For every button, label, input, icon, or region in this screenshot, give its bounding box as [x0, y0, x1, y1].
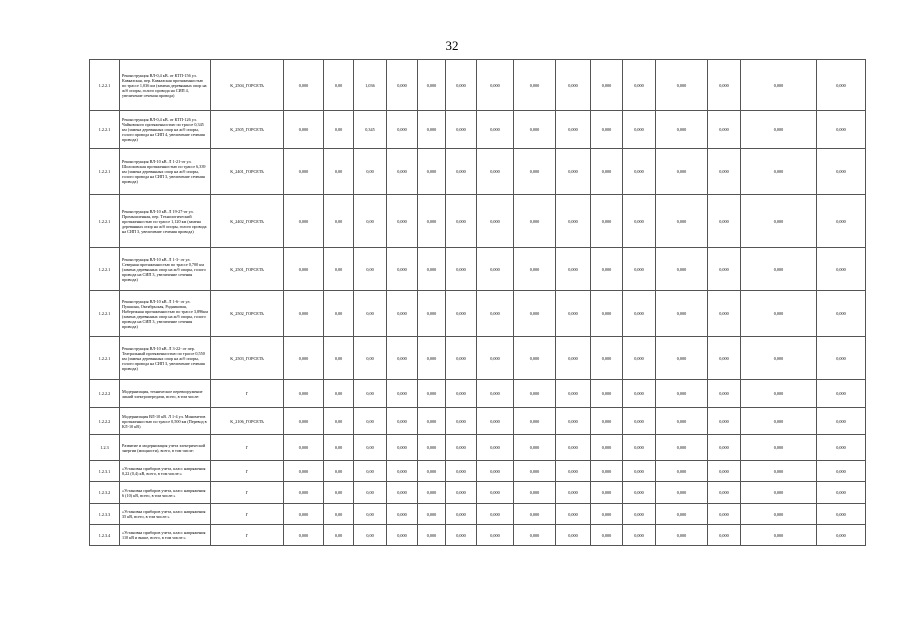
row-value-cell: 0,000: [477, 435, 514, 461]
row-value-cell: 0,000: [514, 60, 556, 111]
row-value-cell: 0,000: [741, 248, 817, 291]
row-value-cell: 0,000: [556, 248, 591, 291]
row-value-cell: 0,000: [446, 525, 477, 546]
row-value-cell: 0,000: [656, 380, 708, 408]
row-value-cell: 0,000: [477, 504, 514, 525]
row-value-cell: 0,000: [418, 504, 446, 525]
row-number-cell: 1.2.2.1: [90, 291, 120, 337]
row-value-cell: 0,000: [591, 482, 623, 504]
row-value-cell: 0,000: [708, 408, 741, 435]
row-number-cell: 1.2.3.2: [90, 482, 120, 504]
row-value-cell: 0,00: [324, 111, 354, 149]
row-value-cell: 0,000: [514, 482, 556, 504]
row-value-cell: 0,000: [708, 195, 741, 248]
row-code-cell: K_2501_ГОРСЕТЬ: [211, 248, 284, 291]
row-value-cell: 0,000: [556, 149, 591, 195]
row-value-cell: 0,000: [708, 111, 741, 149]
row-description-cell: Реконструкция ВЛ-10 кВ. Л 1-6- от ул. Пушкина, Октябрьская, Родниковая, Набережная протяженностью по трассе 3,896км (замена деревянных опор на ж/б опоры, голого провода на СИП 3, увеличение сечения провода): [120, 291, 211, 337]
row-value-cell: 0,000: [446, 195, 477, 248]
row-value-cell: 0,000: [656, 111, 708, 149]
row-value-cell: 0,000: [446, 504, 477, 525]
row-value-cell: 0,000: [708, 60, 741, 111]
row-description-cell: Реконструкция ВЛ-10 кВ. Л 1-3- от ул. Северная протяженностью по трассе 0,700 км (замена деревянных опор на ж/б опоры, голого провода на СИП 3, увеличение сечения провода): [120, 248, 211, 291]
row-value-cell: 0,000: [514, 435, 556, 461]
row-value-cell: 0,00: [324, 291, 354, 337]
row-value-cell: 0,000: [446, 461, 477, 482]
row-value-cell: 0,00: [354, 482, 387, 504]
row-value-cell: 0,000: [817, 504, 866, 525]
row-value-cell: 0,00: [324, 504, 354, 525]
row-value-cell: 0,000: [591, 149, 623, 195]
row-description-cell: «Установка приборов учета, класс напряжения 6 (10) кВ, всего, в том числе:»: [120, 482, 211, 504]
row-value-cell: 0,000: [477, 408, 514, 435]
row-value-cell: 0,00: [354, 408, 387, 435]
row-description-cell: «Установка приборов учета, класс напряжения 35 кВ, всего, в том числе:»: [120, 504, 211, 525]
row-value-cell: 0,00: [324, 408, 354, 435]
row-value-cell: 0,000: [446, 111, 477, 149]
row-value-cell: 0,000: [446, 408, 477, 435]
row-value-cell: 0,000: [514, 380, 556, 408]
row-number-cell: 1.2.3: [90, 435, 120, 461]
row-value-cell: 0,000: [284, 461, 324, 482]
row-value-cell: 0,000: [817, 337, 866, 380]
row-description-cell: Модернизация, техническое перевооружение линий электропередачи, всего, в том числе:: [120, 380, 211, 408]
row-value-cell: 0,000: [591, 504, 623, 525]
table-row: [90, 504, 866, 525]
row-value-cell: 0,000: [656, 408, 708, 435]
row-description-cell: «Установка приборов учета, класс напряжения 110 кВ и выше, всего, в том числе:»: [120, 525, 211, 546]
row-value-cell: 0,000: [514, 461, 556, 482]
row-value-cell: 0,000: [446, 337, 477, 380]
row-value-cell: 0,000: [284, 337, 324, 380]
row-value-cell: 0,000: [741, 435, 817, 461]
row-value-cell: 0,000: [591, 461, 623, 482]
row-value-cell: 0,000: [418, 195, 446, 248]
row-value-cell: 0,000: [284, 504, 324, 525]
row-value-cell: 0,000: [708, 461, 741, 482]
row-value-cell: 0,000: [387, 504, 418, 525]
row-number-cell: 1.2.3.4: [90, 525, 120, 546]
row-value-cell: 0,00: [324, 380, 354, 408]
row-value-cell: 0,000: [708, 380, 741, 408]
row-number-cell: 1.2.2.1: [90, 337, 120, 380]
row-number-cell: 1.2.2.1: [90, 111, 120, 149]
row-value-cell: 0,000: [556, 482, 591, 504]
row-value-cell: 0,000: [284, 435, 324, 461]
row-value-cell: 0,000: [284, 482, 324, 504]
table-row: [90, 60, 866, 111]
row-value-cell: 0,000: [556, 408, 591, 435]
row-value-cell: 0,000: [477, 60, 514, 111]
row-code-cell: Г: [211, 482, 284, 504]
row-value-cell: 0,00: [354, 435, 387, 461]
row-value-cell: 0,000: [477, 111, 514, 149]
row-value-cell: 0,000: [656, 461, 708, 482]
row-value-cell: 0,000: [284, 111, 324, 149]
row-value-cell: 0,000: [623, 291, 656, 337]
row-code-cell: Г: [211, 461, 284, 482]
row-value-cell: 0,000: [418, 60, 446, 111]
row-value-cell: 0,000: [477, 482, 514, 504]
row-value-cell: 0,000: [623, 504, 656, 525]
row-value-cell: 0,000: [477, 525, 514, 546]
row-value-cell: 0,000: [708, 482, 741, 504]
row-value-cell: 0,000: [623, 408, 656, 435]
row-value-cell: 0,000: [623, 248, 656, 291]
row-value-cell: 0,000: [418, 248, 446, 291]
row-value-cell: 0,000: [708, 435, 741, 461]
row-value-cell: 0,00: [324, 482, 354, 504]
row-value-cell: 0,000: [623, 195, 656, 248]
row-number-cell: 1.2.3.1: [90, 461, 120, 482]
row-value-cell: 0,000: [591, 195, 623, 248]
row-value-cell: 0,000: [708, 525, 741, 546]
table-row: [90, 111, 866, 149]
row-value-cell: 0,00: [354, 149, 387, 195]
row-value-cell: 0,000: [817, 380, 866, 408]
row-value-cell: 0,000: [514, 525, 556, 546]
row-value-cell: 0,000: [556, 504, 591, 525]
row-value-cell: 0,000: [591, 248, 623, 291]
row-value-cell: 0,000: [817, 111, 866, 149]
row-value-cell: 0,000: [741, 195, 817, 248]
row-code-cell: Г: [211, 380, 284, 408]
row-value-cell: 0,000: [514, 408, 556, 435]
row-value-cell: 0,000: [623, 111, 656, 149]
row-value-cell: 0,000: [514, 111, 556, 149]
row-value-cell: 0,000: [556, 195, 591, 248]
row-value-cell: 0,000: [556, 111, 591, 149]
row-code-cell: K_2503_ГОРСЕТЬ: [211, 337, 284, 380]
row-code-cell: K_2502_ГОРСЕТЬ: [211, 291, 284, 337]
table-row: [90, 408, 866, 435]
row-value-cell: 0,000: [446, 482, 477, 504]
row-value-cell: 0,000: [387, 195, 418, 248]
row-number-cell: 1.2.2.1: [90, 248, 120, 291]
row-code-cell: K_2402_ГОРСЕТЬ: [211, 195, 284, 248]
row-value-cell: 0,000: [591, 435, 623, 461]
row-value-cell: 0,00: [354, 525, 387, 546]
row-value-cell: 0,000: [387, 111, 418, 149]
row-value-cell: 0,000: [656, 337, 708, 380]
row-number-cell: 1.2.2.2: [90, 408, 120, 435]
row-value-cell: 0,000: [446, 60, 477, 111]
row-description-cell: Реконструкция ВЛ-10 кВ. Л 3-22- от пер. Театральный протяженностью по трассе 0,550 км (замена деревянных опор на ж/б опоры, голого провода на СИП 3, увеличение сечения провода): [120, 337, 211, 380]
row-code-cell: Г: [211, 435, 284, 461]
row-value-cell: 0,00: [324, 337, 354, 380]
row-value-cell: 0,00: [324, 248, 354, 291]
table-row: [90, 149, 866, 195]
row-value-cell: 0,000: [556, 461, 591, 482]
row-value-cell: 0,000: [817, 60, 866, 111]
row-value-cell: 0,000: [817, 291, 866, 337]
row-value-cell: 0,000: [817, 435, 866, 461]
row-value-cell: 0,000: [741, 337, 817, 380]
row-description-cell: «Установка приборов учета, класс напряжения 0,22 (0,4) кВ, всего, в том числе:»: [120, 461, 211, 482]
row-value-cell: 0,000: [477, 248, 514, 291]
row-number-cell: 1.2.3.3: [90, 504, 120, 525]
row-value-cell: 0,000: [418, 380, 446, 408]
row-value-cell: 0,000: [623, 461, 656, 482]
table-row: [90, 461, 866, 482]
row-value-cell: 0,000: [446, 380, 477, 408]
row-value-cell: 0,000: [741, 408, 817, 435]
row-value-cell: 0,00: [324, 435, 354, 461]
row-value-cell: 0,000: [387, 461, 418, 482]
table-row: [90, 195, 866, 248]
row-description-cell: Реконструкция ВЛ-0,4 кВ. от КТП-156 ул. Кавказская, пер. Кавказская протяженностью по трассе 1,036 км (замена деревянных опор на ж/б опоры, голого провода на СИП 4, увеличение сечения провода): [120, 60, 211, 111]
row-description-cell: Реконструкция ВЛ-0,4 кВ. от КТП-126 ул. Чайковского протяженностью по трассе 0,345 км (замена деревянных опор на ж/б опоры, голого провода на СИП 4, увеличение сечения провода): [120, 111, 211, 149]
row-value-cell: 0,000: [591, 380, 623, 408]
row-value-cell: 0,000: [591, 337, 623, 380]
row-value-cell: 0,000: [284, 380, 324, 408]
row-description-cell: Развитие и модернизация учета электрической энергии (мощности), всего, в том числе:: [120, 435, 211, 461]
row-value-cell: 0,000: [284, 60, 324, 111]
row-value-cell: 0,00: [354, 337, 387, 380]
row-value-cell: 0,000: [514, 337, 556, 380]
investment-table: [89, 59, 866, 546]
row-value-cell: 0,000: [623, 337, 656, 380]
row-value-cell: 0,000: [656, 482, 708, 504]
row-value-cell: 0,000: [418, 408, 446, 435]
row-value-cell: 0,000: [418, 111, 446, 149]
row-value-cell: 0,000: [741, 149, 817, 195]
row-value-cell: 0,000: [446, 291, 477, 337]
row-value-cell: 0,000: [418, 525, 446, 546]
row-value-cell: 0,000: [387, 380, 418, 408]
row-value-cell: 0,000: [418, 337, 446, 380]
row-value-cell: 0,000: [817, 525, 866, 546]
row-value-cell: 0,000: [446, 248, 477, 291]
table-row: [90, 435, 866, 461]
row-value-cell: 0,000: [656, 435, 708, 461]
row-value-cell: 0,000: [514, 149, 556, 195]
row-value-cell: 0,000: [817, 195, 866, 248]
row-value-cell: 0,000: [477, 461, 514, 482]
row-value-cell: 0,000: [387, 337, 418, 380]
row-value-cell: 0,000: [418, 291, 446, 337]
row-number-cell: 1.2.2.2: [90, 380, 120, 408]
row-description-cell: Реконструкция ВЛ-10 кВ. Л 19-27-от ул. Промышленная, пер. Технологический протяженностью по трассе 1,120 км (замена деревянных опор на ж/б опоры, голого провода на СИП 3, увеличение сечения провода): [120, 195, 211, 248]
row-value-cell: 0,000: [284, 248, 324, 291]
table-row: [90, 291, 866, 337]
row-value-cell: 0,000: [387, 149, 418, 195]
row-value-cell: 0,00: [324, 60, 354, 111]
row-value-cell: 0,000: [623, 482, 656, 504]
row-value-cell: 0,000: [418, 435, 446, 461]
row-value-cell: 0,000: [591, 408, 623, 435]
table-row: [90, 380, 866, 408]
row-value-cell: 0,000: [387, 408, 418, 435]
row-value-cell: 0,000: [591, 291, 623, 337]
row-value-cell: 0,00: [324, 525, 354, 546]
row-value-cell: 0,000: [387, 435, 418, 461]
row-value-cell: 0,000: [284, 408, 324, 435]
row-value-cell: 0,00: [324, 195, 354, 248]
row-number-cell: 1.2.2.1: [90, 195, 120, 248]
table-row: [90, 248, 866, 291]
row-value-cell: 0,000: [387, 60, 418, 111]
row-value-cell: 0,000: [656, 195, 708, 248]
row-value-cell: 0,000: [556, 60, 591, 111]
row-value-cell: 0,000: [477, 149, 514, 195]
row-value-cell: 0,00: [354, 461, 387, 482]
row-value-cell: 0,00: [354, 291, 387, 337]
row-value-cell: 0,000: [708, 248, 741, 291]
row-value-cell: 0,000: [623, 435, 656, 461]
row-value-cell: 0,000: [591, 525, 623, 546]
row-value-cell: 0,000: [623, 380, 656, 408]
row-code-cell: Г: [211, 504, 284, 525]
row-code-cell: Г: [211, 525, 284, 546]
row-value-cell: 0,000: [387, 482, 418, 504]
row-value-cell: 0,000: [284, 195, 324, 248]
page-number: 32: [445, 38, 459, 53]
row-value-cell: 0,000: [708, 291, 741, 337]
row-value-cell: 0,000: [741, 380, 817, 408]
row-value-cell: 0,000: [656, 149, 708, 195]
row-value-cell: 0,000: [741, 504, 817, 525]
row-value-cell: 0,00: [324, 149, 354, 195]
row-value-cell: 0,000: [591, 111, 623, 149]
row-value-cell: 0,000: [284, 525, 324, 546]
row-value-cell: 0,345: [354, 111, 387, 149]
row-value-cell: 0,000: [477, 380, 514, 408]
row-value-cell: 0,000: [708, 504, 741, 525]
row-value-cell: 0,000: [656, 291, 708, 337]
row-value-cell: 0,000: [656, 525, 708, 546]
row-description-cell: Реконструкция ВЛ-10 кВ. Л 1-21-от ул. Шолоховская протяженностью по трассе 6,339 км (замена деревянных опор на ж/б опоры, голого провода на СИП 3, увеличение сечения провода): [120, 149, 211, 195]
row-value-cell: 0,00: [354, 248, 387, 291]
row-value-cell: 0,000: [514, 291, 556, 337]
row-number-cell: 1.2.2.1: [90, 149, 120, 195]
row-value-cell: 0,000: [387, 248, 418, 291]
row-code-cell: K_2505_ГОРСЕТЬ: [211, 111, 284, 149]
row-value-cell: 0,000: [741, 482, 817, 504]
row-value-cell: 0,000: [817, 149, 866, 195]
row-value-cell: 0,000: [446, 435, 477, 461]
row-code-cell: K_2504_ГОРСЕТЬ: [211, 60, 284, 111]
row-value-cell: 0,000: [817, 461, 866, 482]
row-value-cell: 0,000: [708, 337, 741, 380]
row-value-cell: 0,00: [354, 504, 387, 525]
row-value-cell: 0,000: [284, 149, 324, 195]
row-value-cell: 0,000: [708, 149, 741, 195]
row-value-cell: 0,000: [656, 504, 708, 525]
row-value-cell: 0,000: [477, 337, 514, 380]
row-value-cell: 0,000: [556, 380, 591, 408]
table-row: [90, 482, 866, 504]
row-value-cell: 0,000: [741, 60, 817, 111]
row-code-cell: K_2401_ГОРСЕТЬ: [211, 149, 284, 195]
row-value-cell: 0,000: [817, 482, 866, 504]
row-value-cell: 0,000: [446, 149, 477, 195]
row-number-cell: 1.2.2.1: [90, 60, 120, 111]
row-value-cell: 0,000: [741, 525, 817, 546]
row-value-cell: 0,000: [656, 248, 708, 291]
row-value-cell: 0,000: [817, 408, 866, 435]
row-value-cell: 0,000: [741, 461, 817, 482]
row-value-cell: 0,000: [477, 291, 514, 337]
row-value-cell: 0,000: [514, 195, 556, 248]
row-description-cell: Модернизация ВЛ-10 кВ. Л 1-4 ул. Минометов протяженностью по трассе 0,500 км (Перевод в КЛ-10 кВ): [120, 408, 211, 435]
row-value-cell: 0,000: [556, 337, 591, 380]
row-value-cell: 0,000: [591, 60, 623, 111]
row-value-cell: 0,000: [514, 248, 556, 291]
row-value-cell: 1,036: [354, 60, 387, 111]
row-value-cell: 0,000: [477, 195, 514, 248]
row-value-cell: 0,000: [556, 435, 591, 461]
row-value-cell: 0,000: [623, 60, 656, 111]
row-value-cell: 0,000: [514, 504, 556, 525]
table-body: [90, 60, 866, 546]
table-row: [90, 525, 866, 546]
row-value-cell: 0,000: [656, 60, 708, 111]
row-value-cell: 0,000: [741, 291, 817, 337]
row-value-cell: 0,00: [324, 461, 354, 482]
row-value-cell: 0,000: [556, 525, 591, 546]
row-value-cell: 0,000: [284, 291, 324, 337]
row-value-cell: 0,000: [418, 149, 446, 195]
row-value-cell: 0,000: [623, 525, 656, 546]
row-value-cell: 0,000: [817, 248, 866, 291]
row-value-cell: 0,000: [418, 461, 446, 482]
row-value-cell: 0,000: [623, 149, 656, 195]
row-value-cell: 0,00: [354, 195, 387, 248]
row-value-cell: 0,000: [387, 525, 418, 546]
table-row: [90, 337, 866, 380]
row-value-cell: 0,000: [556, 291, 591, 337]
row-value-cell: 0,000: [418, 482, 446, 504]
row-code-cell: K_2106_ГОРСЕТЬ: [211, 408, 284, 435]
row-value-cell: 0,000: [741, 111, 817, 149]
row-value-cell: 0,00: [354, 380, 387, 408]
row-value-cell: 0,000: [387, 291, 418, 337]
